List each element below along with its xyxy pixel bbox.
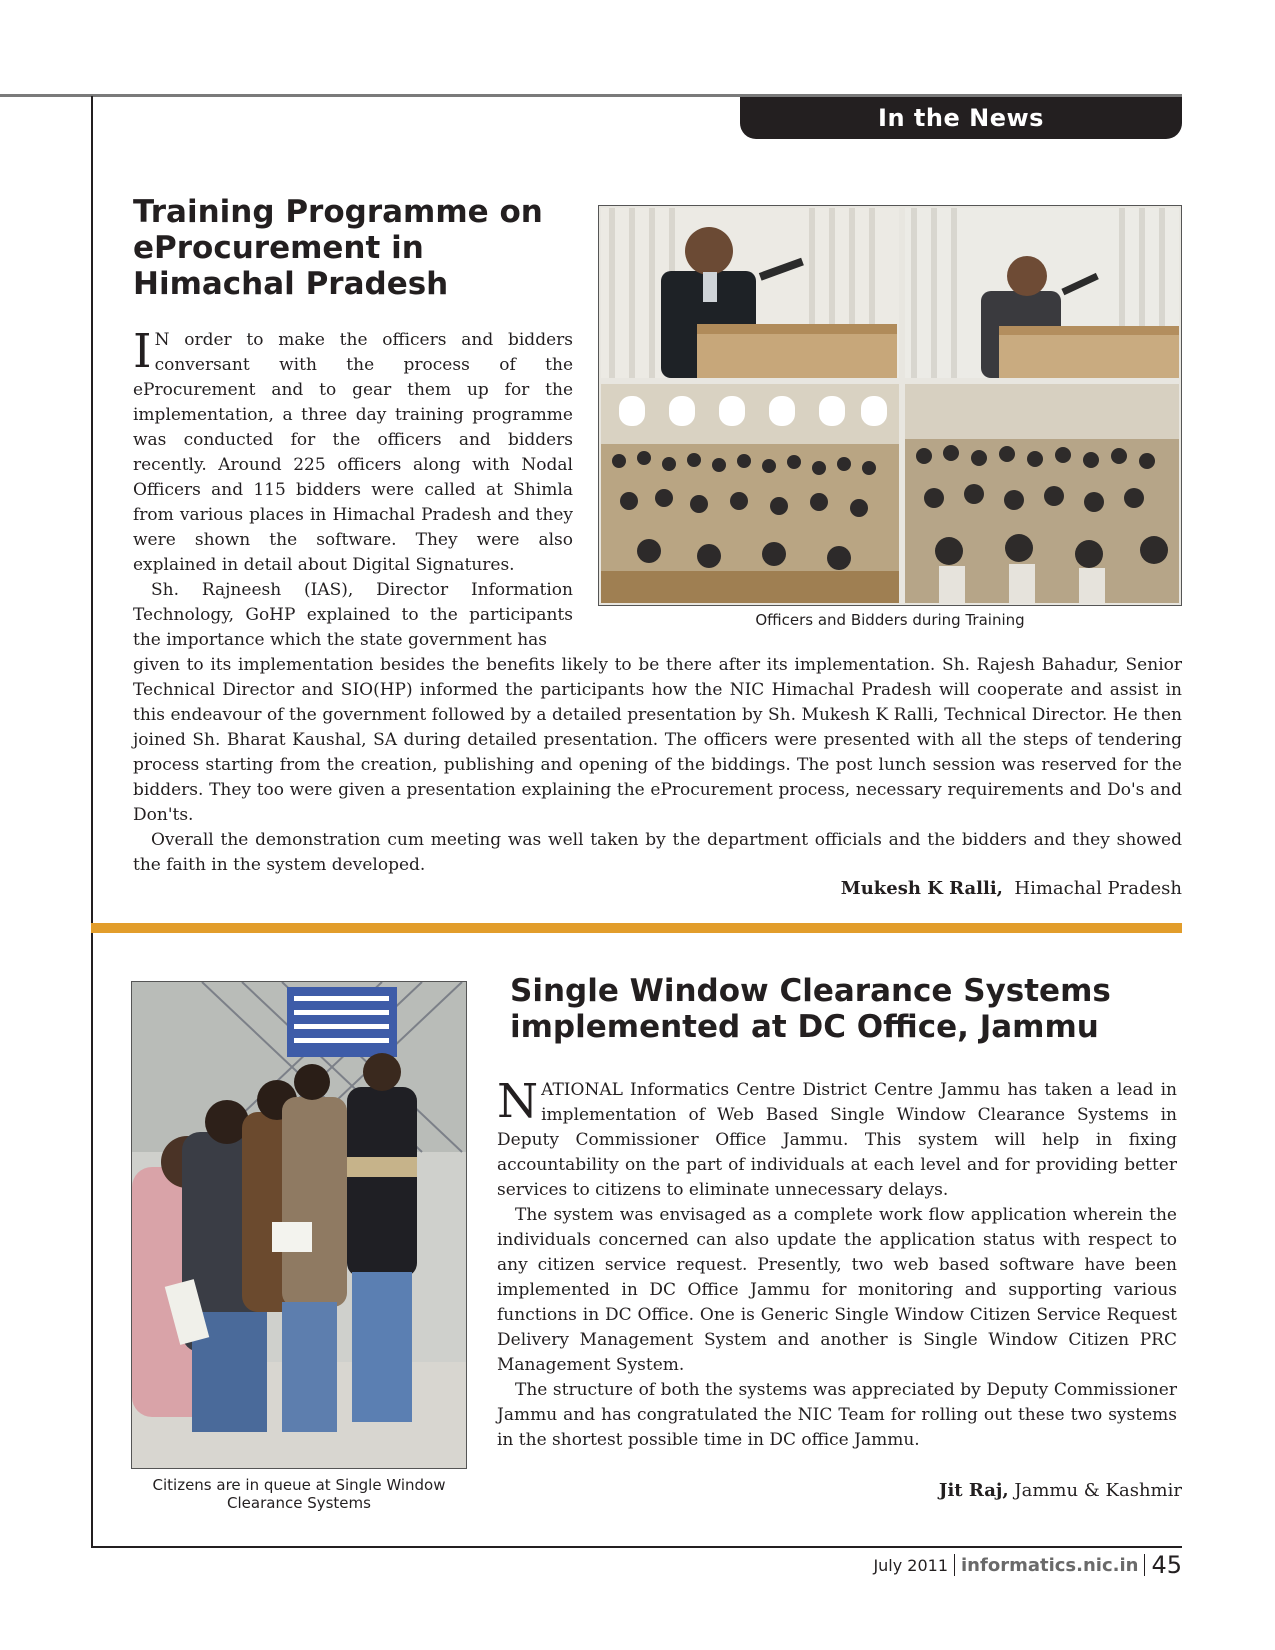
article-divider <box>91 923 1182 933</box>
article2-author-location: Jammu & Kashmir <box>1014 1480 1182 1501</box>
article1-body-wide <box>133 653 1182 878</box>
article1-title-line: eProcurement in <box>133 230 424 266</box>
issue-date: July 2011 <box>873 1555 949 1575</box>
article1-paragraph3: Overall the demonstration cum meeting was well taken by the department officials and the bidders and they showed the faith in the system developed. <box>133 830 1182 875</box>
article1-paragraph2-start: Sh. Rajneesh (IAS), Director Information Technology, GoHP explained to the participants the importance which the state government has <box>133 580 573 650</box>
training-photo-caption: Officers and Bidders during Training <box>755 611 1025 629</box>
section-tab <box>740 97 1182 139</box>
queue-photo-caption: Citizens are in queue at Single Window Clearance Systems <box>152 1476 446 1512</box>
article2-paragraph1: NATIONAL Informatics Centre District Centre Jammu has taken a lead in implementation of Web Based Single Window Clearance Systems in Deputy Commissioner Office Jammu. This system will help in fixing accountability on the part of individuals at each level and for providing better services to citizens to eliminate unnecessary delays. <box>497 1074 1177 1200</box>
article2-author: Jit Raj, <box>938 1480 1009 1501</box>
article2-paragraph2: The system was envisaged as a complete work flow application wherein the individuals concerned can also update the application status with respect to any citizen service request. Presently, two web based software have been implemented in DC Office Jammu for monitoring and supporting various functions in DC Office. One is Generic Single Window Citizen Service Request Delivery Management System and another is Single Window Citizen PRC Management System. <box>497 1205 1177 1375</box>
audience-photo-1 <box>601 384 899 603</box>
article1-byline <box>600 877 1182 901</box>
page-number: 45 <box>1151 1551 1182 1579</box>
queue-photo-image <box>132 982 466 1468</box>
bottom-rule <box>91 1546 1182 1548</box>
article2-dropcap: N <box>497 1074 539 1129</box>
article2-body <box>497 1074 1177 1453</box>
article1-paragraph1: I N order to make the officers and bidders conversant with the process of the eProcurement and to gear them up for the implementation, a three day training programme was conducted for the officers and bidders recently. Around 225 officers along with Nodal Officers and 115 bidders were called at Shimla from various places in Himachal Pradesh and they were shown the software. They were also explained in detail about Digital Signatures. <box>133 324 573 575</box>
speaker-photo-2 <box>905 208 1179 378</box>
article1-title-line: Training Programme on <box>133 194 543 230</box>
left-margin-rule <box>91 96 93 1548</box>
website-link[interactable]: informatics.nic.in <box>961 1554 1139 1576</box>
article2-title-line: implemented at DC Office, Jammu <box>510 1009 1099 1045</box>
article1-body-column <box>133 324 573 653</box>
training-photos-image <box>599 206 1181 605</box>
article1-dropcap: I <box>133 324 152 379</box>
section-label: In the News <box>878 104 1044 132</box>
article1-paragraph2-cont: given to its implementation besides the benefits likely to be there after its implementation. Sh. Rajesh Bahadur, Senior Technical Director and SIO(HP) informed the participants how the NIC Himachal Pradesh will cooperate and assist in this endeavour of the government followed by a detailed presentation by Sh. Mukesh K Ralli, Technical Director. He then joined Sh. Bharat Kaushal, SA during detailed presentation. The officers were presented with all the steps of tendering process starting from the creation, publishing and opening of the biddings. The post lunch session was reserved for the bidders. They too were given a presentation explaining the eProcurement process, necessary requirements and Do's and Don'ts. <box>133 655 1182 825</box>
training-photo-collage <box>598 205 1182 606</box>
article2-byline <box>700 1479 1182 1503</box>
article2-paragraph3: The structure of both the systems was appreciated by Deputy Commissioner Jammu and has congratulated the NIC Team for rolling out these two systems in the shortest possible time in DC office Jammu. <box>497 1380 1177 1450</box>
article1-title-line: Himachal Pradesh <box>133 266 449 302</box>
article1-title <box>133 194 573 302</box>
speaker-photo-1 <box>601 208 899 378</box>
queue-photo <box>131 981 467 1469</box>
audience-photo-2 <box>905 384 1179 603</box>
article1-author: Mukesh K Ralli, <box>840 878 1003 899</box>
article1-author-location: Himachal Pradesh <box>1014 878 1182 899</box>
article2-title <box>510 973 1190 1045</box>
page-footer <box>873 1550 1182 1580</box>
article2-title-line: Single Window Clearance Systems <box>510 973 1111 1009</box>
